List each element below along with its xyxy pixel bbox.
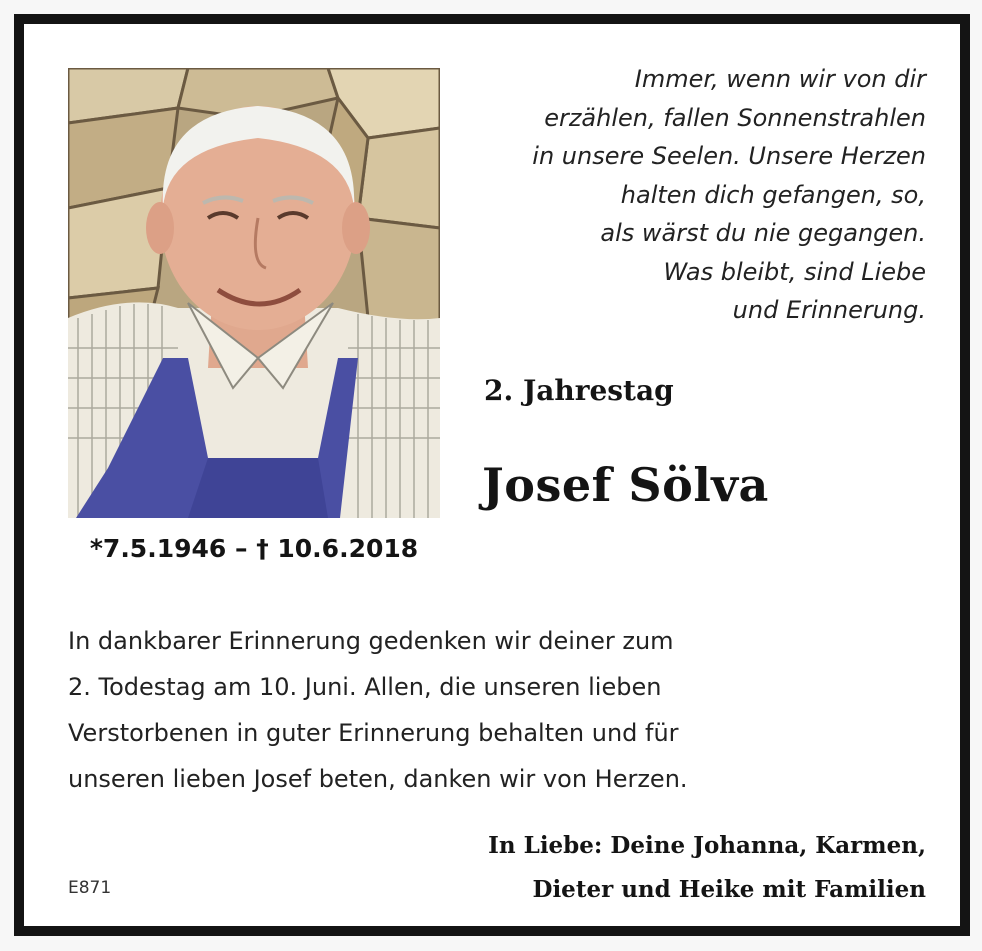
message-line: In dankbarer Erinnerung gedenken wir deiner zum [68,627,674,655]
deceased-name: Josef Sölva [482,458,769,512]
notice-code: E871 [68,878,112,898]
portrait-illustration [68,68,440,518]
poem-line: als wärst du nie gegangen. [600,219,926,247]
memorial-message [68,618,928,802]
poem-line: und Erinnerung. [732,296,926,324]
signature-line: Dieter und Heike mit Familien [532,876,926,903]
poem-line: erzählen, fallen Sonnenstrahlen [544,103,926,132]
message-line: Verstorbenen in guter Erinnerung behalten und für [68,719,679,747]
portrait-photo [68,68,440,518]
apron-bib [188,458,328,518]
memorial-poem [456,60,926,330]
obituary-notice [14,14,970,936]
anniversary-heading: 2. Jahrestag [484,374,674,407]
ear-left [146,202,174,254]
poem-line: Immer, wenn wir von dir [634,65,926,93]
ear-right [342,202,370,254]
family-signature [488,824,926,912]
poem-line: halten dich gefangen, so, [620,180,926,209]
signature-line: In Liebe: Deine Johanna, Karmen, [488,832,926,859]
poem-line: in unsere Seelen. Unsere Herzen [532,142,926,170]
life-dates: *7.5.1946 – † 10.6.2018 [89,534,419,563]
message-line: 2. Todestag am 10. Juni. Allen, die unseren lieben [68,673,662,701]
poem-line: Was bleibt, sind Liebe [663,257,926,286]
message-line: unseren lieben Josef beten, danken wir von Herzen. [68,765,688,793]
